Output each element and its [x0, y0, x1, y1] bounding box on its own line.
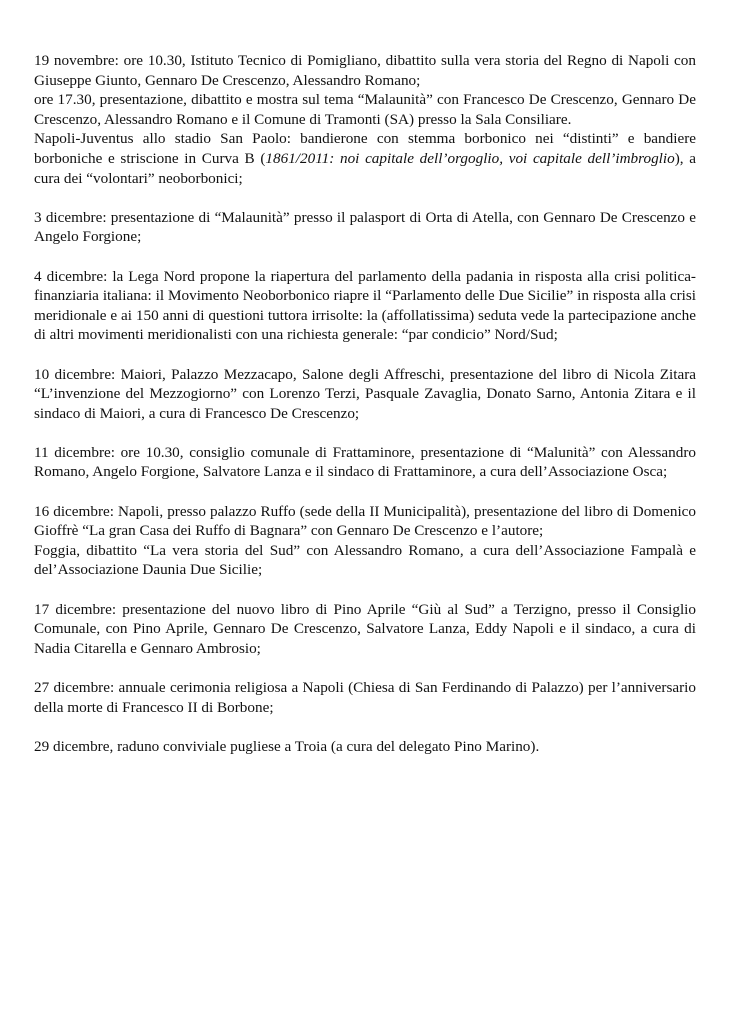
event-entry-27-dicembre: 27 dicembre: annuale cerimonia religiosa a Napoli (Chiesa di San Ferdinando di Palazzo) per l’anniversario della morte di Francesco II di Borbone;: [34, 679, 696, 716]
event-entry-29-dicembre: 29 dicembre, raduno conviviale pugliese a Troia (a cura del delegato Pino Marino).: [34, 737, 540, 755]
event-entry-10-dicembre: 10 dicembre: Maiori, Palazzo Mezzacapo, Salone degli Affreschi, presentazione del libro di Nicola Zitara “L’invenzione del Mezzogiorno” con Lorenzo Terzi, Pasquale Zavaglia, Donato Sarno, Antonia Zitara e il sindaco di Maiori, a cura di Francesco De Crescenzo;: [34, 365, 696, 422]
event-entry-11-dicembre: 11 dicembre: ore 10.30, consiglio comunale di Frattaminore, presentazione di “Malunità” con Alessandro Romano, Angelo Forgione, Salvatore Lanza e il sindaco di Frattaminore, a cura dell’Associazione Osca;: [34, 443, 696, 481]
event-line-napoli-juventus: [34, 129, 696, 188]
event-line: 16 dicembre: Napoli, presso palazzo Ruffo (sede della II Municipalità), presentazione del libro di Domenico Gioffrè “La gran Casa dei Ruffo di Bagnara” con Gennaro De Crescenzo e l’autore;: [34, 502, 696, 540]
event-entry-3-dicembre: 3 dicembre: presentazione di “Malaunità” presso il palasport di Orta di Atella, con Gennaro De Crescenzo e Angelo Forgione;: [34, 208, 696, 246]
event-entry-17-dicembre: 17 dicembre: presentazione del nuovo libro di Pino Aprile “Giù al Sud” a Terzigno, presso il Consiglio Comunale, con Pino Aprile, Gennaro De Crescenzo, Salvatore Lanza, Eddy Napoli e il sindaco, a cura di Nadia Citarella e Gennaro Ambrosio;: [34, 600, 696, 657]
event-line: 19 novembre: ore 10.30, Istituto Tecnico di Pomigliano, dibattito sulla vera storia del Regno di Napoli con Giuseppe Giunto, Gennaro De Crescenzo, Alessandro Romano;: [34, 52, 696, 89]
event-line: ore 17.30, presentazione, dibattito e mostra sul tema “Malaunità” con Francesco De Crescenzo, Gennaro De Crescenzo, Alessandro Romano e il Comune di Tramonti (SA) presso la Sala Consiliare.: [34, 91, 696, 128]
event-text: ), a cura dei “volontari” neoborbonici;: [34, 149, 696, 187]
event-entry-4-dicembre: 4 dicembre: la Lega Nord propone la riapertura del parlamento della padania in risposta alla crisi politica-finanziaria italiana: il Movimento Neoborbonico riapre il “Parlamento delle Due Sicilie” in risposta alla crisi meridionale e ai 150 anni di questioni tuttora irrisolte: la (affollatissima) seduta vede la partecipazione anche di altri movimenti meridionalisti con una richiesta generale: “par condicio” Nord/Sud;: [34, 267, 696, 344]
event-line: Foggia, dibattito “La vera storia del Sud” con Alessandro Romano, a cura dell’Associazione Fampalà e del’Associazione Daunia Due Sicilie;: [34, 541, 696, 579]
event-entry-19-novembre: [34, 51, 696, 188]
document-page: [34, 51, 696, 756]
banner-slogan: 1861/2011: noi capitale dell’orgoglio, voi capitale dell’imbroglio: [265, 149, 675, 167]
event-entry-16-dicembre: [34, 502, 696, 580]
event-text: Napoli-Juventus allo stadio San Paolo: bandierone con stemma borbonico nei “distinti” e bandiere borboniche e striscione in Curva B (: [34, 130, 696, 167]
